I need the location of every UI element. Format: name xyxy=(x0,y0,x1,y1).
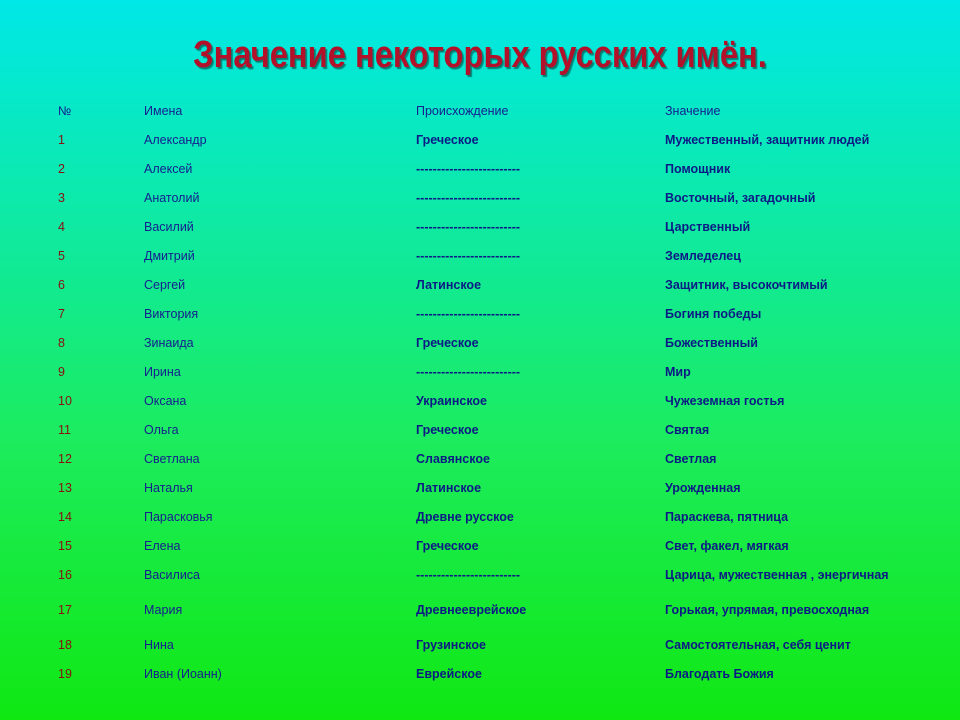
row-origin: Греческое xyxy=(416,422,479,437)
row-name: Оксана xyxy=(144,393,187,408)
row-number: 18 xyxy=(58,637,72,652)
row-meaning: Помощник xyxy=(665,161,731,176)
page-title: Значение некоторых русских имён. xyxy=(193,34,767,76)
row-number: 1 xyxy=(58,132,65,147)
row-name: Наталья xyxy=(144,480,193,495)
table-header-row xyxy=(42,96,938,125)
row-number: 5 xyxy=(58,248,65,263)
table-row xyxy=(42,531,938,560)
row-number: 3 xyxy=(58,190,65,205)
row-number: 17 xyxy=(58,602,72,617)
row-origin: Латинское xyxy=(416,277,482,292)
row-number: 12 xyxy=(58,451,72,466)
table-row xyxy=(42,415,938,444)
header-meaning: Значение xyxy=(665,103,721,118)
row-name: Парасковья xyxy=(144,509,213,524)
row-origin: Украинское xyxy=(416,393,488,408)
row-number: 14 xyxy=(58,509,72,524)
row-origin: Грузинское xyxy=(416,637,486,652)
table-row xyxy=(42,270,938,299)
row-meaning: Защитник, высокочтимый xyxy=(665,277,828,292)
row-origin: ------------------------- xyxy=(416,190,521,205)
row-meaning: Светлая xyxy=(665,451,717,466)
row-meaning: Свет, факел, мягкая xyxy=(665,538,789,553)
table-row xyxy=(42,328,938,357)
row-name: Мария xyxy=(144,602,183,617)
row-meaning: Божественный xyxy=(665,335,758,350)
row-meaning: Мир xyxy=(665,364,691,379)
row-number: 11 xyxy=(58,422,71,437)
header-number: № xyxy=(58,103,72,118)
row-name: Сергей xyxy=(144,277,186,292)
row-meaning: Параскева, пятница xyxy=(665,509,789,524)
table-row xyxy=(42,357,938,386)
table-row xyxy=(42,241,938,270)
table-row xyxy=(42,560,938,589)
table-row xyxy=(42,659,938,688)
row-meaning: Мужественный, защитник людей xyxy=(665,132,870,147)
row-name: Иван (Иоанн) xyxy=(144,666,222,681)
table-row xyxy=(42,125,938,154)
row-name: Василий xyxy=(144,219,194,234)
header-names: Имена xyxy=(144,103,183,118)
names-table xyxy=(42,96,938,688)
table-row xyxy=(42,473,938,502)
row-name: Ирина xyxy=(144,364,181,379)
row-meaning: Земледелец xyxy=(665,248,741,263)
row-meaning: Святая xyxy=(665,422,710,437)
row-origin: Греческое xyxy=(416,335,479,350)
table-row xyxy=(42,183,938,212)
row-name: Светлана xyxy=(144,451,200,466)
row-number: 10 xyxy=(58,393,72,408)
row-origin: ------------------------- xyxy=(416,161,521,176)
row-number: 8 xyxy=(58,335,65,350)
row-number: 15 xyxy=(58,538,72,553)
row-origin: ------------------------- xyxy=(416,248,521,263)
row-name: Дмитрий xyxy=(144,248,195,263)
row-meaning: Царица, мужественная , энергичная xyxy=(665,567,889,582)
table-row xyxy=(42,630,938,659)
row-meaning: Благодать Божия xyxy=(665,666,774,681)
row-origin: Древнееврейское xyxy=(416,602,527,617)
row-number: 13 xyxy=(58,480,72,495)
row-meaning: Царственный xyxy=(665,219,751,234)
row-meaning: Богиня победы xyxy=(665,306,762,321)
row-number: 9 xyxy=(58,364,65,379)
row-meaning: Горькая, упрямая, превосходная xyxy=(665,602,870,617)
row-number: 4 xyxy=(58,219,65,234)
table-row xyxy=(42,502,938,531)
table-row xyxy=(42,212,938,241)
row-meaning: Самостоятельная, себя ценит xyxy=(665,637,851,652)
row-name: Александр xyxy=(144,132,207,147)
row-number: 19 xyxy=(58,666,72,681)
row-meaning: Восточный, загадочный xyxy=(665,190,816,205)
row-meaning: Чужеземная гостья xyxy=(665,393,785,408)
table-row xyxy=(42,444,938,473)
table-row xyxy=(42,299,938,328)
row-origin: ------------------------- xyxy=(416,364,521,379)
row-origin: ------------------------- xyxy=(416,306,521,321)
row-meaning: Урожденная xyxy=(665,480,741,495)
row-origin: Греческое xyxy=(416,538,479,553)
row-number: 2 xyxy=(58,161,65,176)
row-number: 16 xyxy=(58,567,72,582)
row-name: Зинаида xyxy=(144,335,194,350)
row-origin: Латинское xyxy=(416,480,482,495)
row-origin: Греческое xyxy=(416,132,479,147)
table-row xyxy=(42,154,938,183)
row-name: Нина xyxy=(144,637,174,652)
row-name: Василиса xyxy=(144,567,200,582)
row-name: Алексей xyxy=(144,161,193,176)
row-number: 6 xyxy=(58,277,65,292)
row-name: Ольга xyxy=(144,422,179,437)
row-origin: ------------------------- xyxy=(416,219,521,234)
row-name: Анатолий xyxy=(144,190,200,205)
row-origin: Славянское xyxy=(416,451,490,466)
row-origin: ------------------------- xyxy=(416,567,521,582)
row-name: Елена xyxy=(144,538,181,553)
row-number: 7 xyxy=(58,306,65,321)
row-origin: Древне русское xyxy=(416,509,514,524)
table-row xyxy=(42,386,938,415)
header-origin: Происхождение xyxy=(416,103,509,118)
table-row xyxy=(42,589,938,630)
row-origin: Еврейское xyxy=(416,666,482,681)
row-name: Виктория xyxy=(144,306,199,321)
